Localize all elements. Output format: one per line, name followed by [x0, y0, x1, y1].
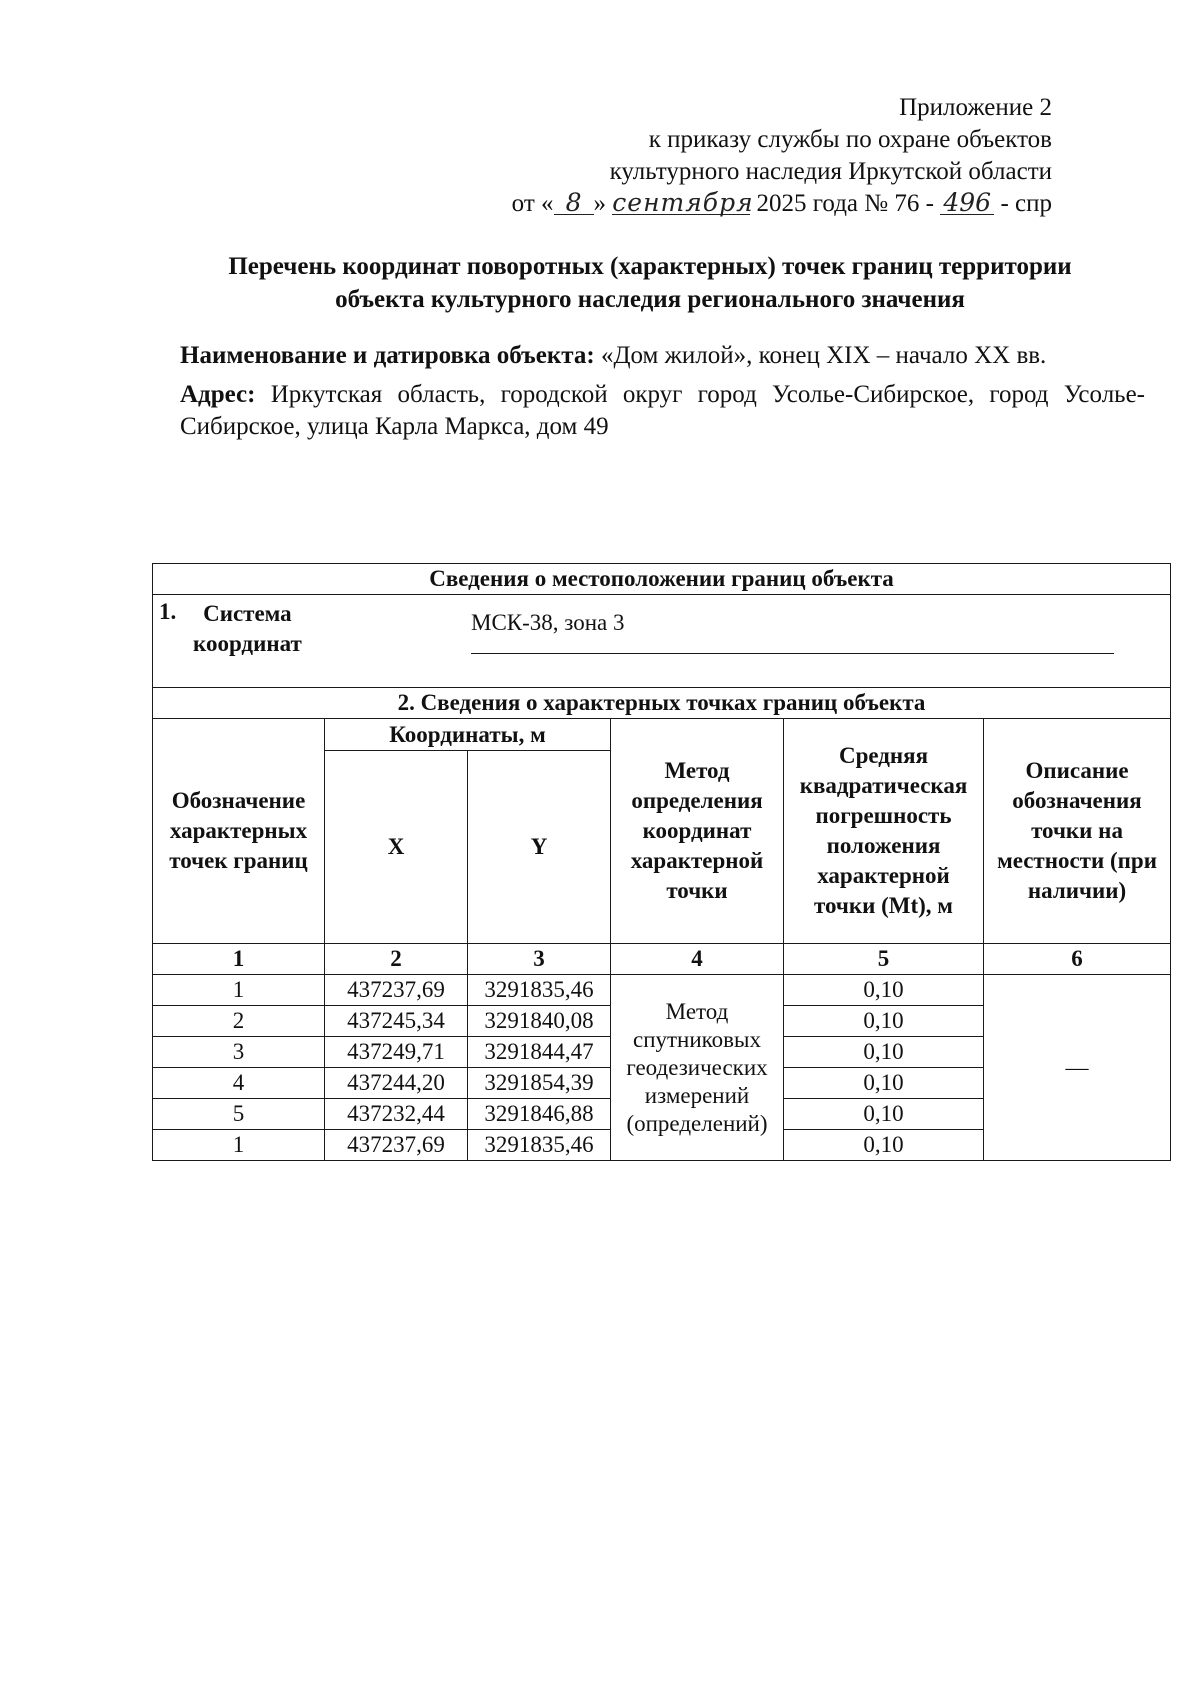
- header-method: Метод определения координат характерной точки: [611, 719, 784, 944]
- point-y: 3291840,08: [468, 1006, 611, 1037]
- header-y: Y: [468, 751, 611, 944]
- coordinate-system-number: 1.: [159, 599, 177, 624]
- point-mt: 0,10: [784, 1068, 984, 1099]
- point-mt: 0,10: [784, 1099, 984, 1130]
- column-number-4: 4: [611, 944, 784, 975]
- appendix-line-1: Приложение 2: [899, 94, 1052, 121]
- section-1-title: Сведения о местоположении границ объекта: [153, 564, 1171, 595]
- header-coordinates: Координаты, м: [325, 719, 611, 751]
- order-mid: »: [593, 190, 607, 217]
- object-name-label: Наименование и датировка объекта:: [180, 342, 595, 369]
- header-error: Средняя квадратическая погрешность положения характерной точки (Mt), м: [784, 719, 984, 944]
- point-mt: 0,10: [784, 975, 984, 1006]
- point-y: 3291844,47: [468, 1037, 611, 1068]
- column-number-3: 3: [468, 944, 611, 975]
- column-number-2: 2: [325, 944, 468, 975]
- appendix-line-2: к приказу службы по охране объектов: [648, 126, 1052, 153]
- coordinates-table: [152, 563, 1171, 1161]
- point-x: 437249,71: [325, 1037, 468, 1068]
- coordinate-system-label-line2: координат: [193, 631, 302, 656]
- point-id: 5: [153, 1099, 325, 1130]
- point-id: 2: [153, 1006, 325, 1037]
- point-x: 437232,44: [325, 1099, 468, 1130]
- header-designation: Обозначение характерных точек границ: [153, 719, 325, 944]
- coordinate-system-row: [153, 595, 1171, 688]
- column-number-1: 1: [153, 944, 325, 975]
- order-line: [352, 188, 1052, 220]
- point-id: 4: [153, 1068, 325, 1099]
- point-y: 3291846,88: [468, 1099, 611, 1130]
- description-cell: —: [984, 975, 1171, 1161]
- point-x: 437237,69: [325, 1130, 468, 1161]
- point-id: 1: [153, 1130, 325, 1161]
- header-x: X: [325, 751, 468, 944]
- order-day-handwritten: 8: [554, 192, 594, 215]
- point-id: 1: [153, 975, 325, 1006]
- table-row: [153, 975, 1171, 1006]
- header-description: Описание обозначения точки на местности (при наличии): [984, 719, 1171, 944]
- coordinate-system-label-line1: Система: [203, 601, 292, 626]
- order-prefix: от «: [511, 190, 554, 217]
- object-address-paragraph: [180, 379, 1145, 443]
- point-x: 437245,34: [325, 1006, 468, 1037]
- object-address-value: Иркутская область, городской округ город Усолье-Сибирское, город Усолье-Сибирское, улица Карла Маркса, дом 49: [180, 381, 1146, 440]
- point-mt: 0,10: [784, 1037, 984, 1068]
- order-year: 2025 года № 76 -: [756, 190, 934, 217]
- point-y: 3291854,39: [468, 1068, 611, 1099]
- order-suffix: - спр: [1000, 190, 1052, 217]
- coordinate-system-underline: [471, 653, 1114, 654]
- section-2-title: 2. Сведения о характерных точках границ объекта: [153, 688, 1171, 719]
- point-y: 3291835,46: [468, 975, 611, 1006]
- point-mt: 0,10: [784, 1130, 984, 1161]
- object-info: [180, 340, 1145, 450]
- appendix-header: [352, 92, 1052, 220]
- point-x: 437244,20: [325, 1068, 468, 1099]
- point-x: 437237,69: [325, 975, 468, 1006]
- method-cell: Метод спутниковых геодезических измерений (определений): [611, 975, 784, 1161]
- object-address-label: Адрес:: [180, 381, 256, 408]
- point-mt: 0,10: [784, 1006, 984, 1037]
- object-name-value: «Дом жилой», конец XIX – начало XX вв.: [600, 342, 1047, 369]
- title-line-2: объекта культурного наследия регионального значения: [335, 286, 965, 313]
- order-number-handwritten: 496: [940, 192, 994, 215]
- appendix-line-3: культурного наследия Иркутской области: [609, 158, 1052, 185]
- coordinate-system-label: [193, 599, 302, 659]
- document-title: [160, 250, 1140, 316]
- point-y: 3291835,46: [468, 1130, 611, 1161]
- point-id: 3: [153, 1037, 325, 1068]
- coordinate-system-value: МСК-38, зона 3: [471, 610, 625, 635]
- column-number-6: 6: [984, 944, 1171, 975]
- order-month-handwritten: сентября: [612, 188, 754, 217]
- object-name-paragraph: [180, 340, 1145, 372]
- title-line-1: Перечень координат поворотных (характерных) точек границ территории: [228, 253, 1072, 280]
- column-number-5: 5: [784, 944, 984, 975]
